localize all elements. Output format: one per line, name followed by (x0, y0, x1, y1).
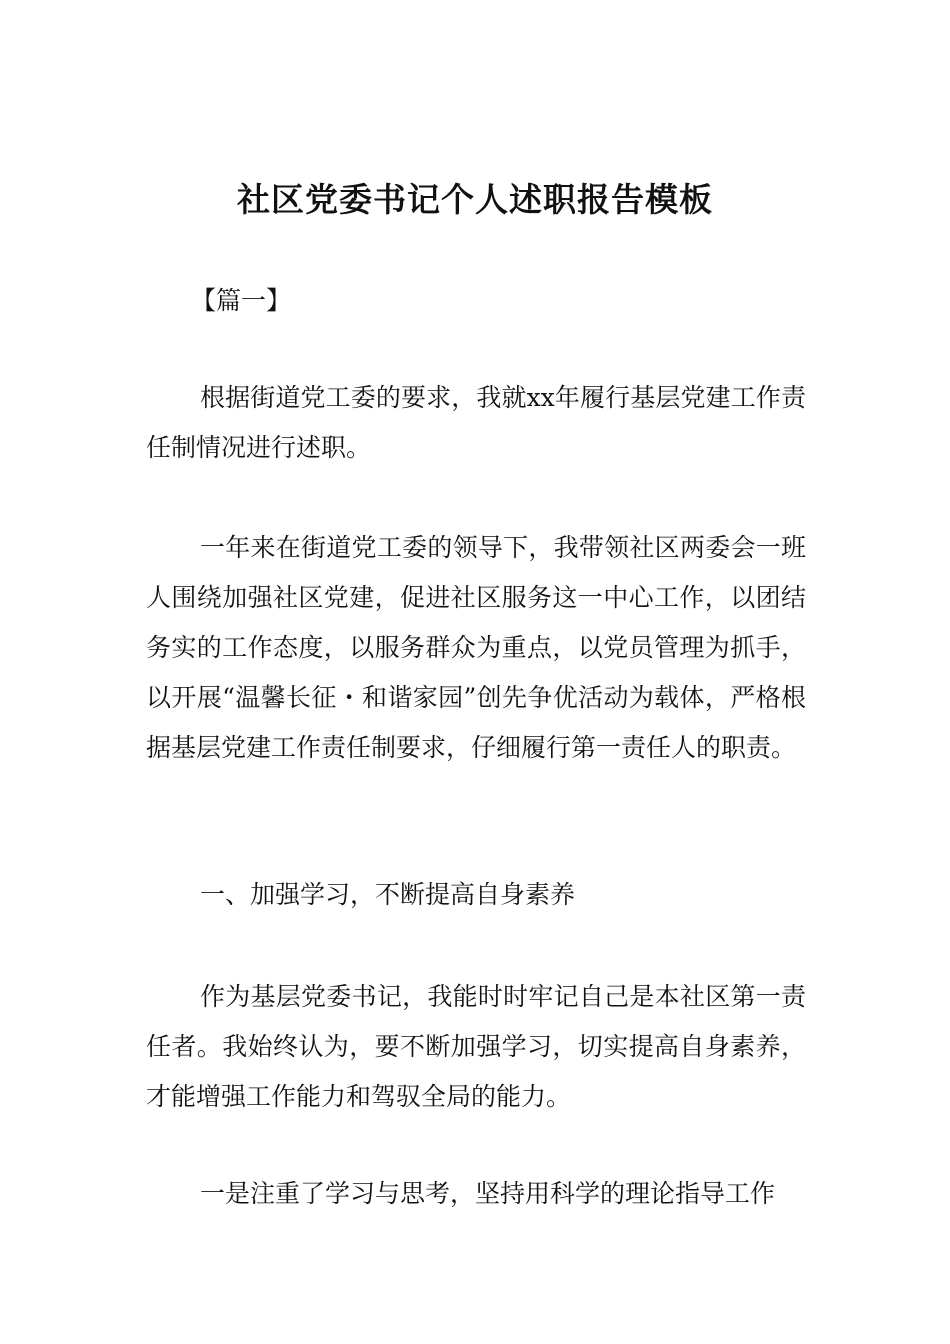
document-title: 社区党委书记个人述职报告模板 (237, 180, 713, 219)
paragraph-point-one: 一是注重了学习与思考，坚持用科学的理论指导工作 (200, 1179, 776, 1208)
paragraph-intro: 根据街道党工委的要求，我就xx年履行基层党建工作责任制情况进行述职。 (146, 383, 806, 462)
paragraph-overview: 一年来在街道党工委的领导下，我带领社区两委会一班人围绕加强社区党建，促进社区服务这一中心工作，以团结务实的工作态度，以服务群众为重点，以党员管理为抓手，以开展“温馨长征・和谐家园”创先争优活动为载体，严格根据基层党建工作责任制要求，仔细履行第一责任人的职责。 (146, 533, 806, 762)
section-heading: 一、加强学习，不断提高自身素养 (200, 880, 576, 909)
section-tag: 【篇一】 (191, 286, 292, 315)
paragraph-study: 作为基层党委书记，我能时时牢记自己是本社区第一责任者。我始终认为，要不断加强学习，切实提高自身素养，才能增强工作能力和驾驭全局的能力。 (146, 982, 806, 1111)
